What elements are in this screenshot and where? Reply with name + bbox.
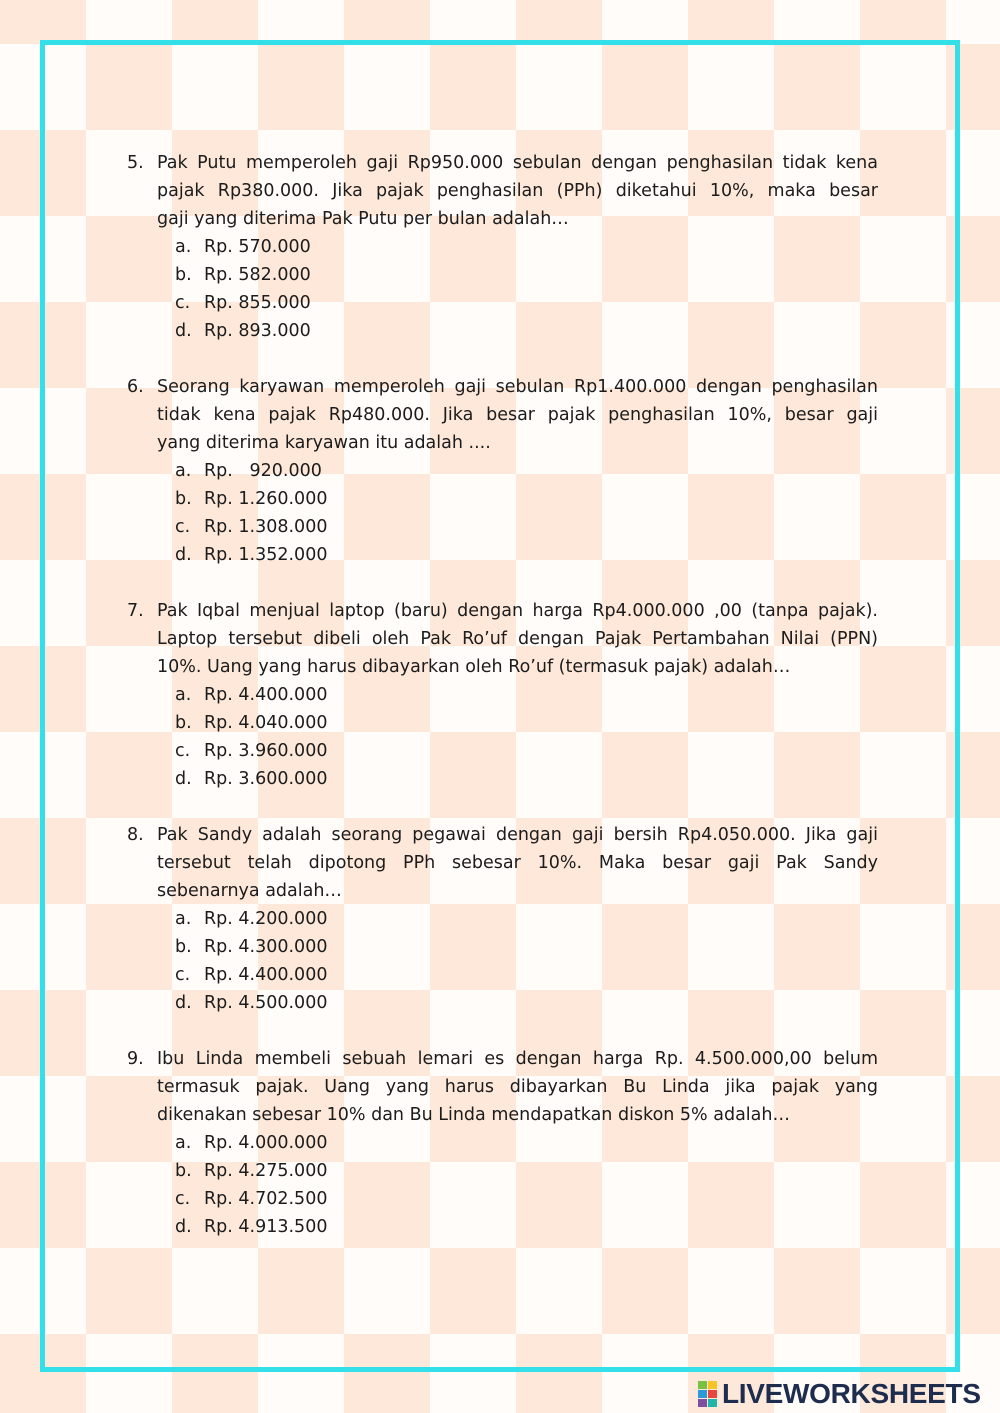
option-b	[175, 1157, 878, 1185]
option-value: Rp. 570.000	[204, 237, 311, 257]
worksheet-content	[127, 149, 878, 1269]
option-letter: c.	[175, 965, 191, 985]
option-d	[175, 989, 878, 1017]
answer-options	[157, 457, 878, 569]
logo-text: LIVEWORKSHEETS	[722, 1378, 981, 1409]
question-6	[127, 373, 878, 569]
option-letter: d.	[175, 545, 192, 565]
option-value: Rp. 893.000	[204, 321, 311, 341]
question-number: 7.	[127, 601, 144, 621]
option-letter: b.	[175, 937, 192, 957]
question-text-line: yang diterima karyawan itu adalah ....	[157, 433, 491, 453]
liveworksheets-logo[interactable]	[698, 1377, 981, 1411]
option-value: Rp. 1.260.000	[204, 489, 328, 509]
option-value: Rp. 582.000	[204, 265, 311, 285]
option-c	[175, 513, 878, 541]
option-letter: b.	[175, 265, 192, 285]
question-text-line: Seorang karyawan memperoleh gaji sebulan Rp1.400.000 dengan penghasilan	[157, 377, 878, 397]
option-value: Rp. 3.600.000	[204, 769, 328, 789]
option-value: Rp. 4.300.000	[204, 937, 328, 957]
option-letter: c.	[175, 293, 191, 313]
option-letter: b.	[175, 489, 192, 509]
option-letter: a.	[175, 237, 192, 257]
question-text	[157, 597, 878, 681]
option-c	[175, 1185, 878, 1213]
option-value: Rp. 1.352.000	[204, 545, 328, 565]
option-letter: b.	[175, 1161, 192, 1181]
answer-options	[157, 1129, 878, 1241]
option-value: Rp. 920.000	[204, 461, 322, 481]
option-value: Rp. 1.308.000	[204, 517, 328, 537]
option-letter: d.	[175, 769, 192, 789]
option-value: Rp. 4.400.000	[204, 685, 328, 705]
option-d	[175, 541, 878, 569]
option-letter: b.	[175, 713, 192, 733]
option-value: Rp. 4.275.000	[204, 1161, 328, 1181]
option-b	[175, 485, 878, 513]
option-a	[175, 1129, 878, 1157]
question-text	[157, 821, 878, 905]
option-value: Rp. 4.913.500	[204, 1217, 328, 1237]
option-letter: c.	[175, 1189, 191, 1209]
question-number: 8.	[127, 825, 144, 845]
question-number: 5.	[127, 153, 144, 173]
option-a	[175, 681, 878, 709]
option-value: Rp. 4.040.000	[204, 713, 328, 733]
question-text-line: tersebut telah dipotong PPh sebesar 10%. Maka besar gaji Pak Sandy	[157, 853, 878, 873]
question-text-line: Ibu Linda membeli sebuah lemari es dengan harga Rp. 4.500.000,00 belum	[157, 1049, 878, 1069]
question-text-line: pajak Rp380.000. Jika pajak penghasilan (PPh) diketahui 10%, maka besar	[157, 181, 878, 201]
option-letter: c.	[175, 741, 191, 761]
question-text-line: Laptop tersebut dibeli oleh Pak Ro’uf dengan Pajak Pertambahan Nilai (PPN)	[157, 629, 878, 649]
option-letter: a.	[175, 909, 192, 929]
option-value: Rp. 4.400.000	[204, 965, 328, 985]
question-text-line: Pak Iqbal menjual laptop (baru) dengan harga Rp4.000.000 ,00 (tanpa pajak).	[157, 601, 878, 621]
option-value: Rp. 4.500.000	[204, 993, 328, 1013]
answer-options	[157, 233, 878, 345]
question-9	[127, 1045, 878, 1241]
option-value: Rp. 3.960.000	[204, 741, 328, 761]
question-text-line: dikenakan sebesar 10% dan Bu Linda mendapatkan diskon 5% adalah…	[157, 1105, 790, 1125]
option-b	[175, 261, 878, 289]
option-letter: a.	[175, 1133, 192, 1153]
option-d	[175, 1213, 878, 1241]
option-letter: d.	[175, 1217, 192, 1237]
option-a	[175, 233, 878, 261]
question-number: 6.	[127, 377, 144, 397]
option-b	[175, 709, 878, 737]
option-c	[175, 961, 878, 989]
question-number: 9.	[127, 1049, 144, 1069]
option-c	[175, 289, 878, 317]
question-text-line: sebenarnya adalah…	[157, 881, 342, 901]
question-8	[127, 821, 878, 1017]
question-text	[157, 373, 878, 457]
question-text-line: Pak Putu memperoleh gaji Rp950.000 sebulan dengan penghasilan tidak kena	[157, 153, 878, 173]
option-a	[175, 905, 878, 933]
option-value: Rp. 4.000.000	[204, 1133, 328, 1153]
option-value: Rp. 4.200.000	[204, 909, 328, 929]
option-letter: d.	[175, 993, 192, 1013]
option-b	[175, 933, 878, 961]
option-letter: d.	[175, 321, 192, 341]
option-letter: a.	[175, 461, 192, 481]
option-letter: c.	[175, 517, 191, 537]
question-7	[127, 597, 878, 793]
question-text	[157, 1045, 878, 1129]
question-text	[157, 149, 878, 233]
option-letter: a.	[175, 685, 192, 705]
option-value: Rp. 855.000	[204, 293, 311, 313]
option-d	[175, 765, 878, 793]
option-a	[175, 457, 878, 485]
answer-options	[157, 681, 878, 793]
option-value: Rp. 4.702.500	[204, 1189, 328, 1209]
option-c	[175, 737, 878, 765]
question-text-line: gaji yang diterima Pak Putu per bulan adalah…	[157, 209, 569, 229]
question-text-line: tidak kena pajak Rp480.000. Jika besar pajak penghasilan 10%, besar gaji	[157, 405, 878, 425]
liveworksheets-logo-icon	[698, 1381, 718, 1407]
answer-options	[157, 905, 878, 1017]
option-d	[175, 317, 878, 345]
question-text-line: termasuk pajak. Uang yang harus dibayarkan Bu Linda jika pajak yang	[157, 1077, 878, 1097]
question-text-line: Pak Sandy adalah seorang pegawai dengan gaji bersih Rp4.050.000. Jika gaji	[157, 825, 878, 845]
question-text-line: 10%. Uang yang harus dibayarkan oleh Ro’uf (termasuk pajak) adalah…	[157, 657, 791, 677]
question-5	[127, 149, 878, 345]
